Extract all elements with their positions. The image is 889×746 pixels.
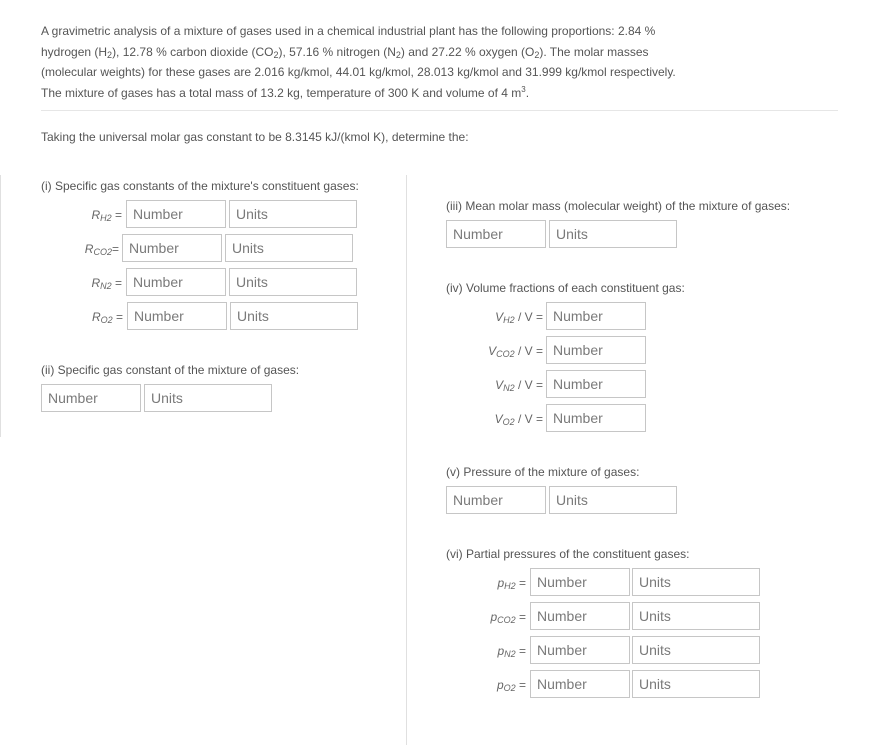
section-divider <box>41 110 838 111</box>
label-v-h2: $V_{H2}$ / V = <box>495 310 543 325</box>
label-v-o2: $V_{O2}$ / V = <box>494 412 543 427</box>
v-n2-fraction-input[interactable]: Number <box>546 370 646 398</box>
v-o2-fraction-input[interactable]: Number <box>546 404 646 432</box>
r-h2-units-input[interactable]: Units <box>229 200 357 228</box>
question-iii-heading: (iii) Mean molar mass (molecular weight) of the mixture of gases: <box>446 199 791 213</box>
label-r-o2: $R_{O2}$ = <box>91 310 123 325</box>
molar-mass-number-input[interactable]: Number <box>446 220 546 248</box>
v-co2-fraction-input[interactable]: Number <box>546 336 646 364</box>
p-n2-number-input[interactable]: Number <box>530 636 630 664</box>
label-r-n2: $R_{N2}$ = <box>91 276 122 291</box>
question-i-heading: (i) Specific gas constants of the mixture's constituent gases: <box>41 179 359 193</box>
column-divider <box>406 175 407 745</box>
question-v-heading: (v) Pressure of the mixture of gases: <box>446 465 640 479</box>
label-p-co2: $p_{CO2}$ = <box>490 610 526 625</box>
p-n2-units-input[interactable]: Units <box>632 636 760 664</box>
label-p-n2: $p_{N2}$ = <box>497 644 526 659</box>
question-vi-heading: (vi) Partial pressures of the constituent gases: <box>446 547 690 561</box>
label-p-h2: $p_{H2}$ = <box>497 576 526 591</box>
r-n2-units-input[interactable]: Units <box>229 268 357 296</box>
pressure-number-input[interactable]: Number <box>446 486 546 514</box>
v-h2-fraction-input[interactable]: Number <box>546 302 646 330</box>
p-co2-units-input[interactable]: Units <box>632 602 760 630</box>
label-p-o2: $p_{O2}$ = <box>496 678 526 693</box>
p-h2-number-input[interactable]: Number <box>530 568 630 596</box>
left-border <box>0 175 1 437</box>
p-co2-number-input[interactable]: Number <box>530 602 630 630</box>
r-o2-units-input[interactable]: Units <box>230 302 358 330</box>
r-mix-number-input[interactable]: Number <box>41 384 141 412</box>
label-r-co2: $R_{CO2}=$ <box>84 242 119 257</box>
r-co2-units-input[interactable]: Units <box>225 234 353 262</box>
p-h2-units-input[interactable]: Units <box>632 568 760 596</box>
problem-statement: A gravimetric analysis of a mixture of gases used in a chemical industrial plant has the following proportions: 2.84 % hydrogen $(H_2)$, 12.78 % carbon dioxide $(CO_2)$, 57.16 % nitrogen $(N_2)$ and 27.22 % oxygen $(O_2)$. The molar masses (molecular weights) for these gases are 2.016 kg/kmol, 44.01 kg/kmol, 28.013 kg/kmol and 31.999 kg/kmol respectively. The mixture of gases has a total mass of 13.2 kg, temperature of 300 K and volume of 4 $m^3$. <box>41 24 676 100</box>
label-r-h2: $R_{H2}$ = <box>91 208 122 223</box>
pressure-units-input[interactable]: Units <box>549 486 677 514</box>
question-ii-heading: (ii) Specific gas constant of the mixture of gases: <box>41 363 300 377</box>
molar-mass-units-input[interactable]: Units <box>549 220 677 248</box>
label-v-co2: $V_{CO2}$ / V = <box>488 344 543 359</box>
r-co2-number-input[interactable]: Number <box>122 234 222 262</box>
label-v-n2: $V_{N2}$ / V = <box>495 378 543 393</box>
r-h2-number-input[interactable]: Number <box>126 200 226 228</box>
p-o2-number-input[interactable]: Number <box>530 670 630 698</box>
p-o2-units-input[interactable]: Units <box>632 670 760 698</box>
r-o2-number-input[interactable]: Number <box>127 302 227 330</box>
r-mix-units-input[interactable]: Units <box>144 384 272 412</box>
gas-constant-statement: Taking the universal molar gas constant to be 8.3145 kJ/(kmol K), determine the: <box>41 130 469 144</box>
question-iv-heading: (iv) Volume fractions of each constituent gas: <box>446 281 685 295</box>
r-n2-number-input[interactable]: Number <box>126 268 226 296</box>
